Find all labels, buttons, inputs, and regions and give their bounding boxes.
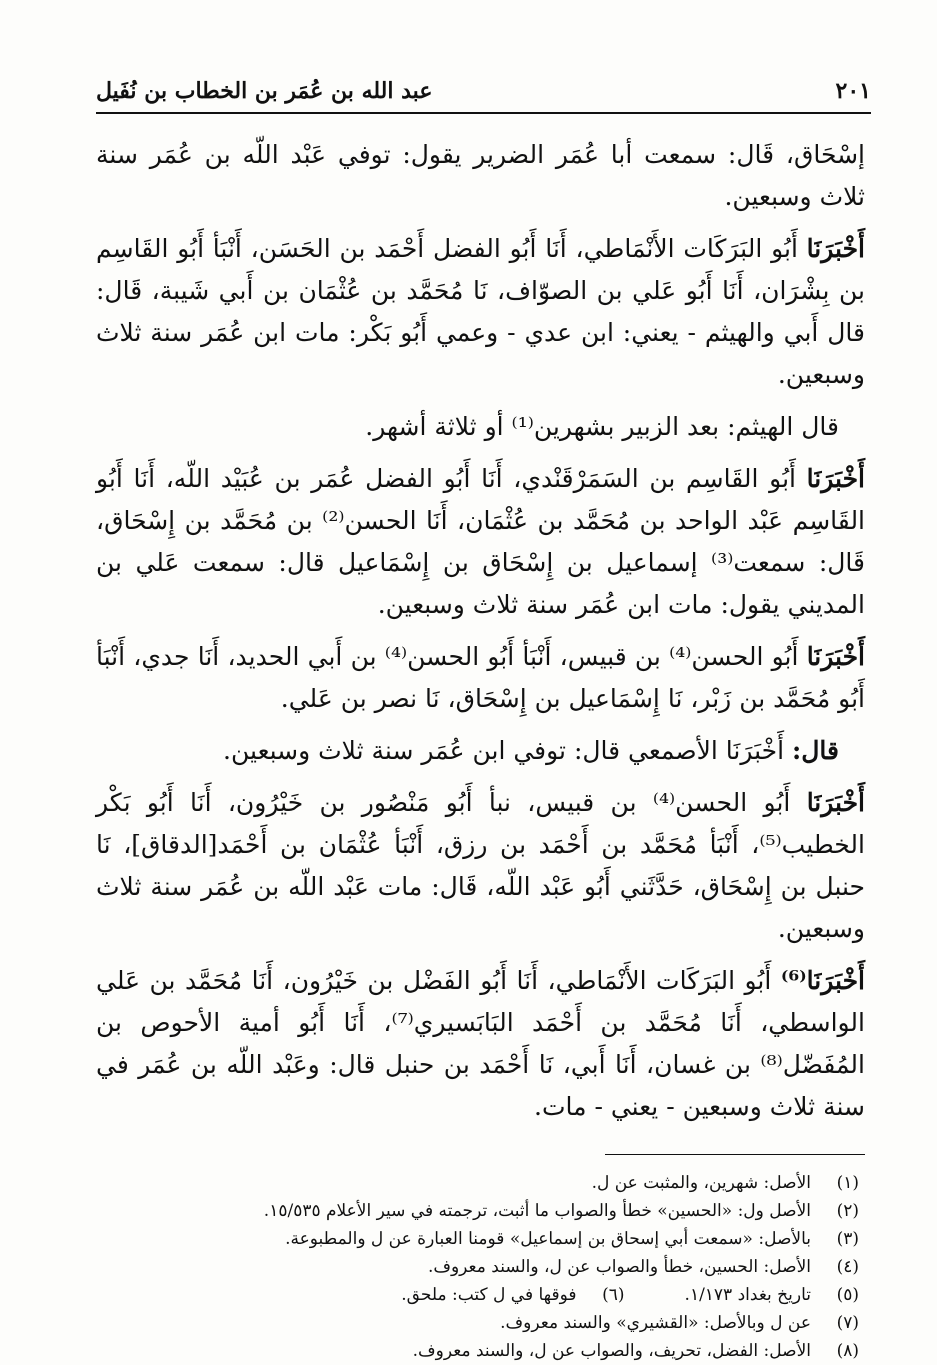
footnote-pair [96, 1281, 859, 1309]
footnote-separator [605, 1154, 865, 1155]
page-number: ٢٠١ [835, 78, 871, 104]
paragraph: أَخْبَرَنَا أَبُو الحسن⁽⁴⁾ بن قبيس، نبأ أَبُو مَنْصُور بن خَيْرُون، أَنَا أَبُو بَكْر الخطيب⁽⁵⁾، أَنْبَأ مُحَمَّد بن أَحْمَد بن رزق، أَنْبَأ عُثْمَان بن أَحْمَد[الدقاق]، نَا حنبل بن إِسْحَاق، حَدَّثَني أَبُو عَبْد اللّه، قَال: مات عَبْد اللّه بن عُمَر سنة ثلاث وسبعين. [96, 788, 866, 943]
paragraph: إسْحَاق، قَال: سمعت أبا عُمَر الضرير يقول: توفي عَبْد اللّه بن عُمَر سنة ثلاث وسبعين. [96, 140, 865, 211]
paragraph: أَخْبَرَنَا⁽⁶⁾ أَبُو البَرَكَات الأَنْمَاطي، أَنَا أَبُو الفَضْل بن خَيْرُون، أَنَا مُحَمَّد بن عَلي الواسطي، أَنَا مُحَمَّد بن أَحْمَد البَابَسيري⁽⁷⁾، أَنَا أَبُو أمية الأحوص بن المُفَضّل⁽⁸⁾ بن غسان، أَنَا أَبي، نَا أَحْمَد بن حنبل قال: وعَبْد اللّه بن عُمَر في سنة ثلاث وسبعين - يعني - مات. [96, 966, 865, 1121]
footnote: (٢) الأصل ول: «الحسين» خطأ والصواب ما أثبت، ترجمته في سير الأعلام ١٥/٥٣٥. [263, 1201, 859, 1221]
running-title: عبد الله بن عُمَر بن الخطاب بن نُفَيل [96, 78, 433, 104]
paragraph: أَخْبَرَنَا أَبُو الحسن⁽⁴⁾ بن قبيس، أَنْبَأ أَبُو الحسن⁽⁴⁾ بن أَبي الحديد، أَنَا جدي، أَنْبَأ أَبُو مُحَمَّد بن زَبْر، نَا إِسْمَاعيل بن إِسْحَاق، نَا نصر بن عَلي. [96, 642, 866, 713]
footnote: (٣) بالأصل: «سمعت أبي إسحاق بن إسماعيل» قومنا العبارة عن ل والمطبوعة. [285, 1229, 859, 1249]
footnote: (٨) الأصل: الفضل، تحريف، والصواب عن ل، والسند معروف. [412, 1341, 859, 1361]
footnote: (٧) عن ل وبالأصل: «القشيري» والسند معروف. [500, 1313, 859, 1333]
footnotes [96, 1169, 865, 1365]
running-header [96, 78, 871, 114]
footnote: (٤) الأصل: الحسين، خطأ والصواب عن ل، والسند معروف. [427, 1257, 859, 1277]
paragraph: أَخْبَرَنَا أَبُو البَرَكَات الأَنْمَاطي، أَنَا أَبُو الفضل أَحْمَد بن الحَسَن، أَنْبَأ أَبُو القَاسِم بن بِشْرَان، أَنَا أَبُو عَلي بن الصوّاف، نَا مُحَمَّد بن عُثْمَان بن أَبي شَيبة، قَال: قال أَبي والهيثم - يعني: ابن عدي - وعمي أَبُو بَكْر: مات ابن عُمَر سنة ثلاث وسبعين. [96, 234, 865, 389]
paragraph: أَخْبَرَنَا أَبُو القَاسِم بن السَمَرْقَنْدي، أَنَا أَبُو الفضل عُمَر بن عُبَيْد اللّه، أَنَا أَبُو القَاسِم عَبْد الواحد بن مُحَمَّد بن عُثْمَان، أَنَا الحسن⁽²⁾ بن مُحَمَّد بن إِسْحَاق، قَال: سمعت⁽³⁾ إسماعيل بن إِسْحَاق بن إِسْمَاعيل قال: سمعت عَلي بن المديني يقول: مات ابن عُمَر سنة ثلاث وسبعين. [96, 464, 866, 619]
paragraph: قال الهيثم: بعد الزبير بشهرين⁽¹⁾ أو ثلاثة أشهر. [365, 412, 839, 441]
footnote: (٦) فوقها في ل كتب: ملحق. [401, 1285, 625, 1305]
footnote: (١) الأصل: شهرين، والمثبت عن ل. [591, 1173, 859, 1193]
main-text [96, 134, 865, 1128]
paragraph: قال: أَخْبَرَنَا الأصمعي قال: توفي ابن عُمَر سنة ثلاث وسبعين. [223, 736, 839, 765]
footnote: (٥) تاريخ بغداد ١/١٧٣. [684, 1285, 859, 1305]
